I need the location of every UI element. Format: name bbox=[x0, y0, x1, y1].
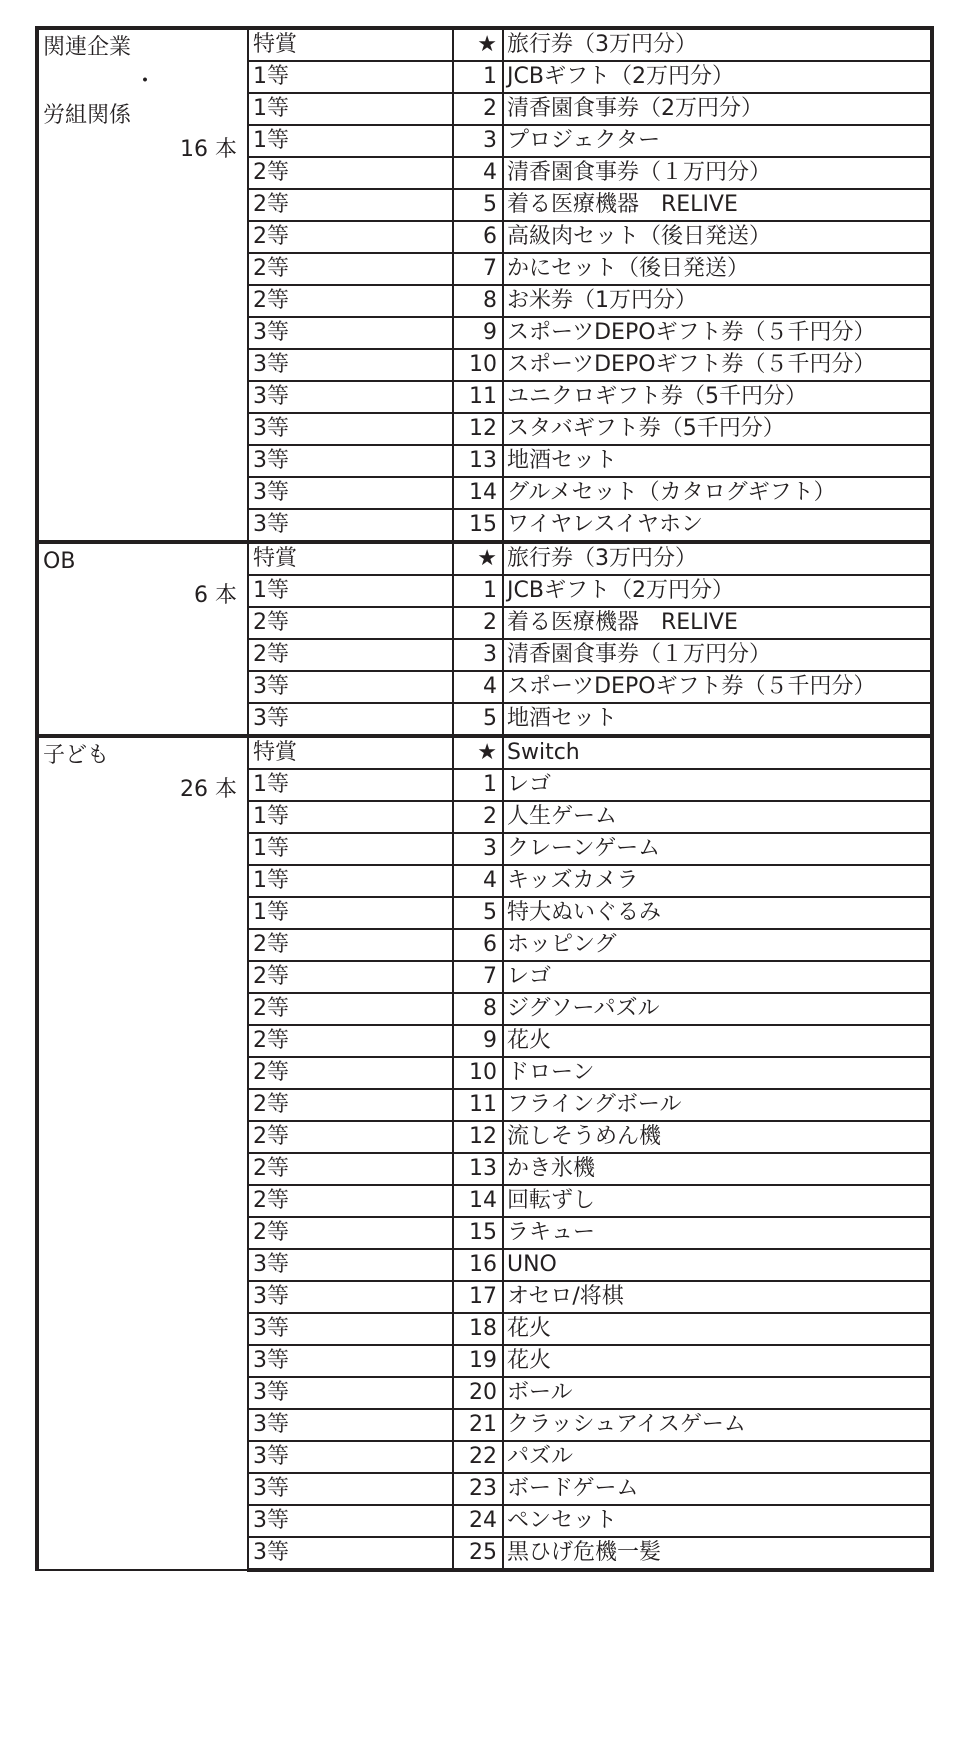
rank-cell: 特賞 bbox=[248, 28, 453, 61]
rank-cell: 1等 bbox=[248, 93, 453, 125]
prize-cell: スタバギフト券（5千円分） bbox=[503, 413, 932, 445]
number-cell: 8 bbox=[453, 285, 503, 317]
prize-cell: ドローン bbox=[503, 1057, 932, 1089]
rank-cell: 3等 bbox=[248, 1313, 453, 1345]
number-cell: 9 bbox=[453, 317, 503, 349]
group-section bbox=[37, 542, 932, 736]
rank-cell: 1等 bbox=[248, 125, 453, 157]
number-cell: 7 bbox=[453, 253, 503, 285]
number-cell: 7 bbox=[453, 961, 503, 993]
table-row bbox=[37, 736, 932, 769]
prize-cell: ホッピング bbox=[503, 929, 932, 961]
prize-cell: グルメセット（カタログギフト） bbox=[503, 477, 932, 509]
prize-cell: ユニクロギフト券（5千円分） bbox=[503, 381, 932, 413]
number-cell: 20 bbox=[453, 1377, 503, 1409]
rank-cell: 3等 bbox=[248, 413, 453, 445]
rank-cell: 3等 bbox=[248, 1505, 453, 1537]
rank-cell: 3等 bbox=[248, 1377, 453, 1409]
number-cell: 5 bbox=[453, 703, 503, 736]
prize-cell: 流しそうめん機 bbox=[503, 1121, 932, 1153]
number-cell: ★ bbox=[453, 736, 503, 769]
rank-cell: 2等 bbox=[248, 1025, 453, 1057]
number-cell: 23 bbox=[453, 1473, 503, 1505]
group-label-cell bbox=[37, 736, 248, 1570]
number-cell: 19 bbox=[453, 1345, 503, 1377]
table-row bbox=[37, 542, 932, 575]
prize-cell: 着る医療機器 RELIVE bbox=[503, 607, 932, 639]
number-cell: 1 bbox=[453, 769, 503, 801]
number-cell: 10 bbox=[453, 1057, 503, 1089]
prize-cell: JCBギフト（2万円分） bbox=[503, 61, 932, 93]
number-cell: 18 bbox=[453, 1313, 503, 1345]
rank-cell: 2等 bbox=[248, 221, 453, 253]
rank-cell: 1等 bbox=[248, 801, 453, 833]
prize-cell: 特大ぬいぐるみ bbox=[503, 897, 932, 929]
group-count: 26 本 bbox=[180, 777, 237, 802]
prize-cell: かき氷機 bbox=[503, 1153, 932, 1185]
group-name-line: OB bbox=[43, 549, 76, 574]
prize-cell: 旅行券（3万円分） bbox=[503, 542, 932, 575]
number-cell: 17 bbox=[453, 1281, 503, 1313]
number-cell: 4 bbox=[453, 157, 503, 189]
group-name-line: 労組関係 bbox=[43, 103, 132, 128]
rank-cell: 2等 bbox=[248, 1057, 453, 1089]
prize-cell: スポーツDEPOギフト券（５千円分） bbox=[503, 317, 932, 349]
prize-cell: プロジェクター bbox=[503, 125, 932, 157]
prize-cell: パズル bbox=[503, 1441, 932, 1473]
prize-cell: Switch bbox=[503, 736, 932, 769]
group-name-line: ・ bbox=[133, 69, 156, 94]
prize-cell: ワイヤレスイヤホン bbox=[503, 509, 932, 542]
rank-cell: 3等 bbox=[248, 703, 453, 736]
number-cell: 6 bbox=[453, 221, 503, 253]
prize-cell: レゴ bbox=[503, 961, 932, 993]
number-cell: 2 bbox=[453, 801, 503, 833]
prize-cell: 回転ずし bbox=[503, 1185, 932, 1217]
rank-cell: 3等 bbox=[248, 477, 453, 509]
rank-cell: 3等 bbox=[248, 671, 453, 703]
group-count: 16 本 bbox=[180, 137, 237, 162]
number-cell: 21 bbox=[453, 1409, 503, 1441]
prize-cell: スポーツDEPOギフト券（５千円分） bbox=[503, 349, 932, 381]
prize-cell: 黒ひげ危機一髪 bbox=[503, 1537, 932, 1570]
rank-cell: 1等 bbox=[248, 897, 453, 929]
number-cell: 8 bbox=[453, 993, 503, 1025]
rank-cell: 3等 bbox=[248, 1441, 453, 1473]
prize-cell: お米券（1万円分） bbox=[503, 285, 932, 317]
prize-cell: キッズカメラ bbox=[503, 865, 932, 897]
rank-cell: 2等 bbox=[248, 607, 453, 639]
group-name-line: 子ども bbox=[43, 743, 110, 768]
rank-cell: 3等 bbox=[248, 509, 453, 542]
number-cell: 4 bbox=[453, 865, 503, 897]
prize-cell: 花火 bbox=[503, 1345, 932, 1377]
rank-cell: 3等 bbox=[248, 445, 453, 477]
group-count: 6 本 bbox=[194, 583, 237, 608]
prize-cell: スポーツDEPOギフト券（５千円分） bbox=[503, 671, 932, 703]
rank-cell: 特賞 bbox=[248, 542, 453, 575]
prize-cell: 清香園食事券（１万円分） bbox=[503, 157, 932, 189]
rank-cell: 1等 bbox=[248, 61, 453, 93]
number-cell: 3 bbox=[453, 125, 503, 157]
rank-cell: 2等 bbox=[248, 1089, 453, 1121]
rank-cell: 3等 bbox=[248, 317, 453, 349]
group-label-cell bbox=[37, 28, 248, 542]
number-cell: 2 bbox=[453, 93, 503, 125]
prize-cell: フライングボール bbox=[503, 1089, 932, 1121]
rank-cell: 2等 bbox=[248, 1153, 453, 1185]
rank-cell: 1等 bbox=[248, 865, 453, 897]
rank-cell: 3等 bbox=[248, 1537, 453, 1570]
group-section bbox=[37, 28, 932, 542]
rank-cell: 1等 bbox=[248, 575, 453, 607]
number-cell: 4 bbox=[453, 671, 503, 703]
rank-cell: 1等 bbox=[248, 833, 453, 865]
number-cell: 25 bbox=[453, 1537, 503, 1570]
prize-cell: 地酒セット bbox=[503, 703, 932, 736]
prize-cell: 旅行券（3万円分） bbox=[503, 28, 932, 61]
number-cell: ★ bbox=[453, 28, 503, 61]
number-cell: 13 bbox=[453, 1153, 503, 1185]
rank-cell: 特賞 bbox=[248, 736, 453, 769]
number-cell: 22 bbox=[453, 1441, 503, 1473]
prize-cell: オセロ/将棋 bbox=[503, 1281, 932, 1313]
rank-cell: 2等 bbox=[248, 961, 453, 993]
rank-cell: 2等 bbox=[248, 929, 453, 961]
number-cell: 13 bbox=[453, 445, 503, 477]
rank-cell: 2等 bbox=[248, 1217, 453, 1249]
rank-cell: 3等 bbox=[248, 1473, 453, 1505]
rank-cell: 2等 bbox=[248, 189, 453, 221]
prize-cell: 花火 bbox=[503, 1313, 932, 1345]
number-cell: 3 bbox=[453, 833, 503, 865]
rank-cell: 3等 bbox=[248, 1345, 453, 1377]
prize-cell: ジグソーパズル bbox=[503, 993, 932, 1025]
rank-cell: 3等 bbox=[248, 349, 453, 381]
prize-cell: ボードゲーム bbox=[503, 1473, 932, 1505]
rank-cell: 2等 bbox=[248, 639, 453, 671]
prize-cell: JCBギフト（2万円分） bbox=[503, 575, 932, 607]
prize-cell: 高級肉セット（後日発送） bbox=[503, 221, 932, 253]
prize-cell: クレーンゲーム bbox=[503, 833, 932, 865]
prize-cell: 地酒セット bbox=[503, 445, 932, 477]
number-cell: 12 bbox=[453, 1121, 503, 1153]
number-cell: 3 bbox=[453, 639, 503, 671]
rank-cell: 3等 bbox=[248, 1409, 453, 1441]
prize-cell: 清香園食事券（2万円分） bbox=[503, 93, 932, 125]
number-cell: 12 bbox=[453, 413, 503, 445]
rank-cell: 2等 bbox=[248, 253, 453, 285]
prize-cell: ボール bbox=[503, 1377, 932, 1409]
number-cell: 9 bbox=[453, 1025, 503, 1057]
table-row bbox=[37, 28, 932, 61]
rank-cell: 2等 bbox=[248, 157, 453, 189]
number-cell: 11 bbox=[453, 381, 503, 413]
group-name-line: 関連企業 bbox=[43, 35, 132, 60]
number-cell: 10 bbox=[453, 349, 503, 381]
rank-cell: 2等 bbox=[248, 285, 453, 317]
prize-cell: 花火 bbox=[503, 1025, 932, 1057]
number-cell: 15 bbox=[453, 1217, 503, 1249]
prize-cell: かにセット（後日発送） bbox=[503, 253, 932, 285]
prize-cell: ラキュー bbox=[503, 1217, 932, 1249]
prize-cell: レゴ bbox=[503, 769, 932, 801]
rank-cell: 2等 bbox=[248, 1185, 453, 1217]
rank-cell: 2等 bbox=[248, 1121, 453, 1153]
number-cell: 16 bbox=[453, 1249, 503, 1281]
prize-table bbox=[35, 26, 934, 1572]
number-cell: 5 bbox=[453, 897, 503, 929]
group-label-cell bbox=[37, 542, 248, 736]
prize-cell: ペンセット bbox=[503, 1505, 932, 1537]
rank-cell: 2等 bbox=[248, 993, 453, 1025]
rank-cell: 1等 bbox=[248, 769, 453, 801]
prize-cell: UNO bbox=[503, 1249, 932, 1281]
number-cell: 14 bbox=[453, 1185, 503, 1217]
number-cell: ★ bbox=[453, 542, 503, 575]
number-cell: 2 bbox=[453, 607, 503, 639]
rank-cell: 3等 bbox=[248, 381, 453, 413]
number-cell: 6 bbox=[453, 929, 503, 961]
group-section bbox=[37, 736, 932, 1570]
number-cell: 11 bbox=[453, 1089, 503, 1121]
number-cell: 14 bbox=[453, 477, 503, 509]
rank-cell: 3等 bbox=[248, 1281, 453, 1313]
number-cell: 1 bbox=[453, 575, 503, 607]
number-cell: 24 bbox=[453, 1505, 503, 1537]
number-cell: 1 bbox=[453, 61, 503, 93]
prize-cell: 着る医療機器 RELIVE bbox=[503, 189, 932, 221]
number-cell: 5 bbox=[453, 189, 503, 221]
number-cell: 15 bbox=[453, 509, 503, 542]
prize-cell: クラッシュアイスゲーム bbox=[503, 1409, 932, 1441]
prize-cell: 清香園食事券（１万円分） bbox=[503, 639, 932, 671]
prize-cell: 人生ゲーム bbox=[503, 801, 932, 833]
rank-cell: 3等 bbox=[248, 1249, 453, 1281]
